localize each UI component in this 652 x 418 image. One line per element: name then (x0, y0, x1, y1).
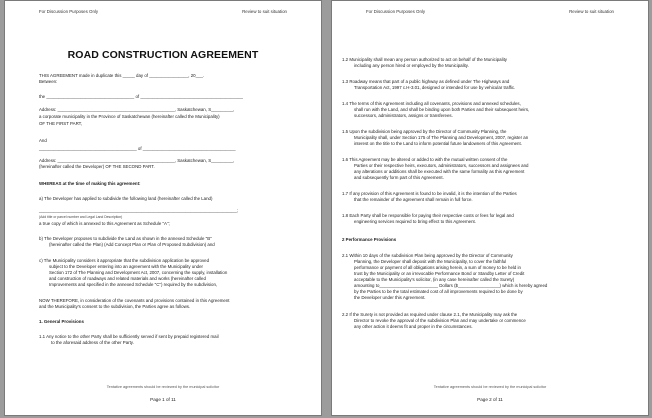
header-right: Review to suit situation (569, 9, 614, 14)
text-line: OF THE FIRST PART, (39, 121, 83, 126)
text-line: Transportation Act, 1997 c.H-3.01, designed or intended for use by vehicular traffic. (354, 85, 516, 90)
text-line: and construction of roadways and related materials and works (hereinafter called (49, 276, 206, 281)
text-line: 1.6 This Agreement may be altered or added to with the mutual written consent of the (342, 157, 508, 162)
text-line: 1.8 Each Party shall be responsible for paying their respective costs or fees for legal and (342, 213, 514, 218)
text-line: 1.2 Municipality shall mean any person authorized to act on behalf of the Municipality (342, 57, 507, 62)
text-line: any alterations or additions shall be executed with the same formality as this Agreement (354, 169, 525, 174)
text-line: performance or payment of all obligations arising herein, a sum of money to be held in (354, 265, 521, 270)
text-line: 1.4 The terms of this Agreement including all covenants, provisions and annexed schedules, (342, 101, 521, 106)
text-line: Planning, the Developer shall deposit with the Municipality, to cover the faithful (354, 259, 507, 264)
text-line: 1.1 Any notice to the other Party shall be sufficiently served if sent by prepaid registered mail (39, 334, 219, 339)
text-line: the Developer under this Agreement. (354, 295, 426, 300)
text-line: 1.5 Upon the subdivision being approved by the Director of Community Planning, the (342, 129, 507, 134)
text-line: engineering services required to bring effect to this Agreement. (354, 219, 476, 224)
text-line: to the aforesaid address of the other Party. (51, 340, 134, 345)
text-line: shall run with the Land, and shall be binding upon both Parties and their subsequent heirs, (354, 107, 530, 112)
footer-note: Tentative agreements should be reviewed by the municipal solicitor (106, 385, 220, 389)
text-line: And (39, 138, 47, 143)
text-line: Section 172 of The Planning and Development Act, 2007, concerning the supply, installation (49, 270, 228, 275)
text-line: 1.3 Roadway means that part of a public highway as defined under The Highways and (342, 79, 510, 84)
header-left: For Discussion Purposes Only (39, 9, 99, 14)
text-line: Director to revoke the approval of the subdivision Plan and may undertake or commence (354, 318, 526, 323)
text-line: a corporate municipality in the Province of Saskatchewan (hereinafter called the Municipality) (39, 114, 220, 119)
text-line: Parties or their respective heirs, executors, administrators, successors and assignees and (354, 163, 529, 168)
text-line: Municipality shall, under Section 175 of The Planning and Development, 2007, register an (354, 135, 529, 140)
text-line: 1.7 If any provision of this Agreement is found to be invalid, it is the intention of the Parties (342, 191, 517, 196)
text-line: NOW THEREFORE, in consideration of the covenants and provisions contained in this Agreement (39, 298, 230, 303)
text-line: Address: ________________________________________________, Saskatchewan, S_________, (39, 107, 235, 112)
text-line: acceptable to the Municipality's solicitor, (in any case hereinafter called the Surety) (354, 277, 515, 282)
text-line: c) The Municipality considers it appropriate that the subdivision application be approved (39, 258, 210, 263)
text-line: a) The Developer has applied to subdivide the following land (hereinafter called the Land) (39, 196, 213, 201)
section-heading: 2 Performance Provisions (342, 237, 397, 242)
footer-note: Tentative agreements should be reviewed by the municipal solicitor (433, 385, 547, 389)
text-line: 2.2 If the Surety is not provided as required under clause 2.1, the Municipality may ask the (342, 312, 518, 317)
text-line: (hereinafter called the Developer) OF THE SECOND PART. (39, 164, 155, 169)
text-line: including any person hired or employed by the Municipality. (354, 63, 469, 68)
text-line: any other action it deems fit and proper in the circumstances. (354, 324, 473, 329)
text-line: and the Municipality's consent to the subdivision, the Parties agree as follows. (39, 304, 191, 309)
text-line: Improvements and specified in the annexed Schedule "C") required by the subdivision, (49, 282, 218, 287)
text-line: subject to the Developer entering into an agreement with the Municipality under (49, 264, 204, 269)
document-title: ROAD CONSTRUCTION AGREEMENT (67, 49, 259, 61)
header-right: Review to suit situation (242, 9, 287, 14)
header-left: For Discussion Purposes Only (366, 9, 426, 14)
page-number: Page 1 of 11 (150, 397, 176, 402)
text-line: interest on the title to the Land to inform potential future landowners of this Agreement. (354, 141, 522, 146)
document-page-2 (331, 0, 649, 416)
page-number: Page 2 of 11 (477, 397, 503, 402)
document-page-1 (4, 0, 322, 416)
text-line: the ____________________________________ of __________________________________________ (39, 94, 243, 99)
text-line: b) The Developer proposes to subdivide the Land as shown in the annexed Schedule "B" (39, 236, 212, 241)
section-heading: 1. General Provisions (39, 319, 84, 324)
text-line: (hereinafter called the Plan) (Add Concept Plan or Plan of Proposed Subdivision) and (49, 242, 215, 247)
text-line: successors, administrators, assigns or transferees. (354, 113, 453, 118)
text-line: and subsequently form part of this Agreement. (354, 175, 444, 180)
text-line: that the remainder of the agreement shall remain in full force. (354, 197, 473, 202)
text-line: amounting to________________________ Dollars ($_________________) which is hereby agreed (354, 283, 548, 288)
text-line: _________________________________________________________________________________; (39, 208, 239, 213)
text-line: Between: (39, 79, 58, 84)
text-line: Address: ________________________________________________, Saskatchewan, S_________, (39, 158, 235, 163)
text-line: THIS AGREEMENT made in duplicate this _____ day of ________________, 20___. (39, 73, 205, 78)
text-line: 2.1 Within 10 days of the subdivision Plan being approved by the Director of Community (342, 253, 513, 258)
text-line: a true copy of which is annexed to this Agreement as Schedule "A"; (39, 221, 170, 226)
text-line: (Add title or parcel number and Legal Land Description) (39, 215, 123, 219)
text-line: WHEREAS at the time of making this agreement: (39, 181, 141, 186)
text-line: trust by the Municipality or an irrevocable Performance Bond or Standby Letter of Credit (354, 271, 525, 276)
text-line: by the Parties to be the total estimated cost of all improvements required to be done by (354, 289, 523, 294)
text-line: ________________________________________ of ______________________________________ (39, 146, 236, 151)
